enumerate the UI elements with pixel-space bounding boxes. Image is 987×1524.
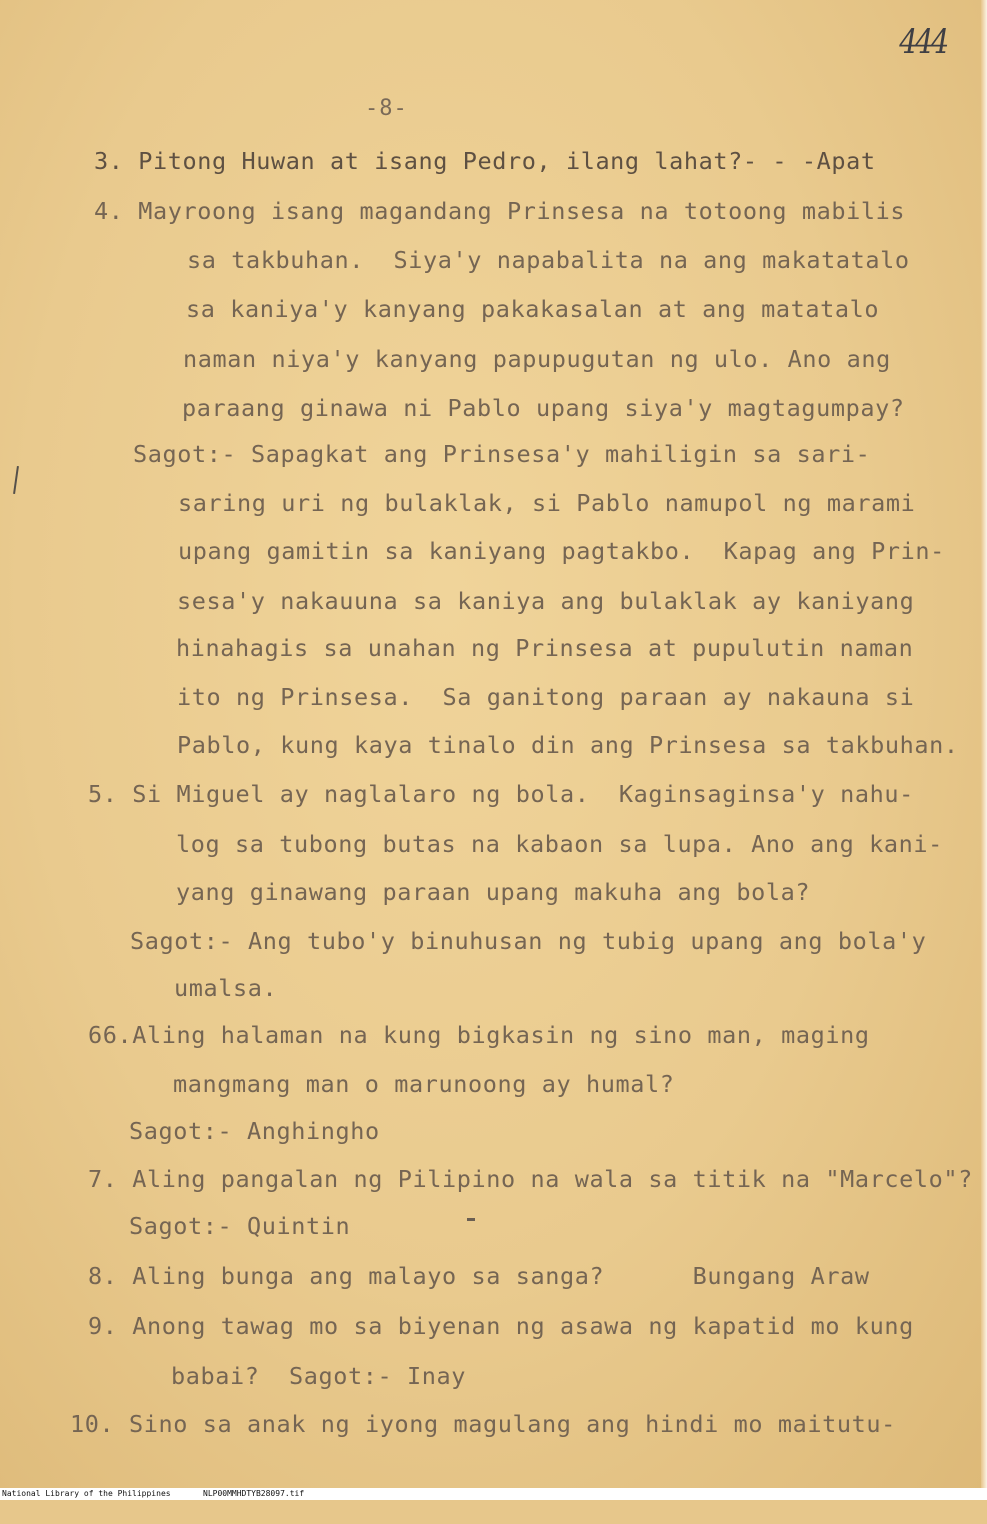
- text-line: Sagot:- Quintin: [129, 1212, 351, 1240]
- text-line: sesa'y nakauuna sa kaniya ang bulaklak ay kaniyang: [177, 587, 915, 615]
- text-line: 66.Aling halaman na kung bigkasin ng sino man, maging: [88, 1021, 870, 1049]
- text-line: 10. Sino sa anak ng iyong magulang ang hindi mo maitutu-: [70, 1410, 896, 1438]
- text-line: 7. Aling pangalan ng Pilipino na wala sa titik na "Marcelo"?: [88, 1165, 973, 1193]
- page-edge: [981, 0, 987, 1488]
- text-line: paraang ginawa ni Pablo upang siya'y magtagumpay?: [182, 394, 905, 422]
- footer-library: National Library of the Philippines: [2, 1489, 171, 1498]
- text-line: Sagot:- Sapagkat ang Prinsesa'y mahiligin sa sari-: [133, 440, 871, 468]
- scan-footer: [0, 1488, 987, 1500]
- archive-page-number: 444: [899, 22, 947, 62]
- text-line: 5. Si Miguel ay naglalaro ng bola. Kaginsaginsa'y nahu-: [88, 780, 914, 808]
- text-line: upang gamitin sa kaniyang pagtakbo. Kapag ang Prin-: [178, 537, 945, 565]
- text-line: 9. Anong tawag mo sa biyenan ng asawa ng kapatid mo kung: [88, 1312, 914, 1340]
- text-line: ito ng Prinsesa. Sa ganitong paraan ay nakauna si: [177, 683, 915, 711]
- text-line: 8. Aling bunga ang malayo sa sanga? Bungang Araw: [88, 1262, 870, 1290]
- text-line: naman niya'y kanyang papupugutan ng ulo. Ano ang: [183, 345, 891, 373]
- text-line: Sagot:- Anghingho: [129, 1117, 380, 1145]
- text-line: 3. Pitong Huwan at isang Pedro, ilang lahat?- - -Apat: [94, 147, 876, 175]
- text-line: 4. Mayroong isang magandang Prinsesa na totoong mabilis: [94, 197, 906, 225]
- text-line: sa kaniya'y kanyang pakakasalan at ang matatalo: [186, 295, 880, 323]
- text-line: hinahagis sa unahan ng Prinsesa at pupulutin naman: [176, 634, 914, 662]
- text-line: Pablo, kung kaya tinalo din ang Prinsesa sa takbuhan.: [177, 731, 959, 759]
- text-line: babai? Sagot:- Inay: [171, 1362, 466, 1390]
- typed-page-label: -8-: [365, 96, 408, 121]
- footer-filename: NLP00MMHDTYB28097.tif: [203, 1489, 305, 1498]
- text-line: log sa tubong butas na kabaon sa lupa. Ano ang kani-: [176, 830, 943, 858]
- text-line: saring uri ng bulaklak, si Pablo namupol ng marami: [178, 489, 916, 517]
- text-line: Sagot:- Ang tubo'y binuhusan ng tubig upang ang bola'y: [130, 927, 927, 955]
- text-line: sa takbuhan. Siya'y napabalita na ang makatatalo: [187, 246, 910, 274]
- ink-mark: [467, 1218, 475, 1221]
- text-line: mangmang man o marunoong ay humal?: [173, 1070, 675, 1098]
- text-line: yang ginawang paraan upang makuha ang bola?: [176, 878, 811, 906]
- text-line: umalsa.: [174, 974, 278, 1002]
